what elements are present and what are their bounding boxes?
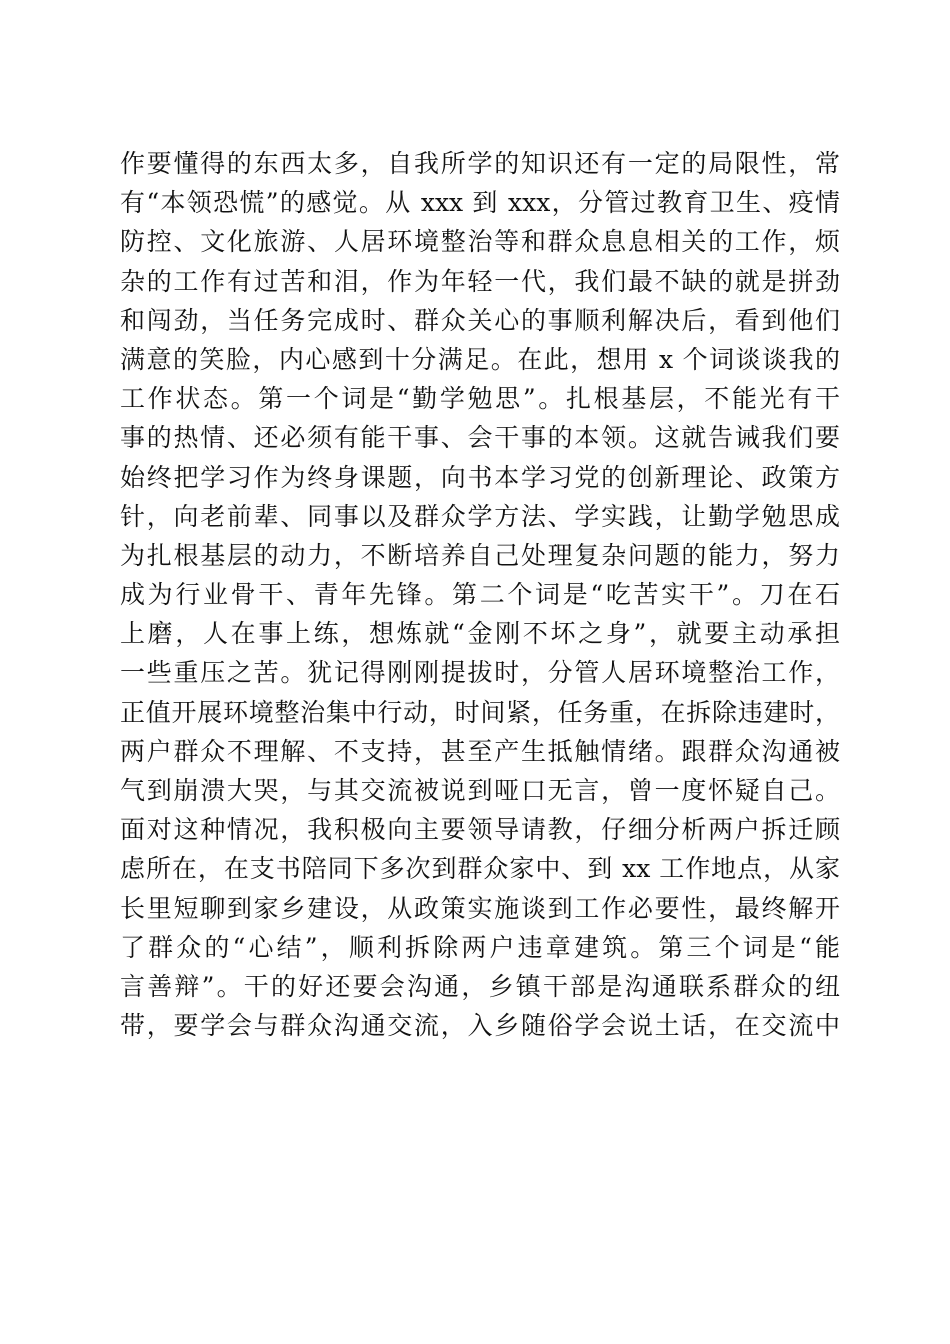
text-line: 有“本领恐慌”的感觉。从 xxx 到 xxx，分管过教育卫生、疫情 [120,188,840,218]
text-line: 两户群众不理解、不支持，甚至产生抵触情绪。跟群众沟通被 [120,736,840,766]
text-line: 虑所在，在支书陪同下多次到群众家中、到 xx 工作地点，从家 [120,854,840,884]
text-line: 了群众的“心结”，顺利拆除两户违章建筑。第三个词是“能 [120,932,840,962]
text-line: 杂的工作有过苦和泪，作为年轻一代，我们最不缺的就是拼劲 [120,266,840,296]
text-line: 面对这种情况，我积极向主要领导请教，仔细分析两户拆迁顾 [120,815,840,845]
text-line: 为扎根基层的动力，不断培养自己处理复杂问题的能力，努力 [120,540,840,570]
text-line: 一些重压之苦。犹记得刚刚提拔时，分管人居环境整治工作， [120,658,840,688]
text-line: 工作状态。第一个词是“勤学勉思”。扎根基层，不能光有干 [120,384,840,414]
text-line: 作要懂得的东西太多，自我所学的知识还有一定的局限性，常 [120,149,840,178]
text-line: 长里短聊到家乡建设，从政策实施谈到工作必要性，最终解开 [120,893,840,923]
text-line: 满意的笑脸，内心感到十分满足。在此，想用 x 个词谈谈我的 [120,344,840,374]
text-line: 成为行业骨干、青年先锋。第二个词是“吃苦实干”。刀在石 [120,580,840,610]
text-line: 言善辩”。干的好还要会沟通，乡镇干部是沟通联系群众的纽 [120,971,840,1001]
text-line: 事的热情、还必须有能干事、会干事的本领。这就告诫我们要 [120,423,840,453]
text-line: 针，向老前辈、同事以及群众学方法、学实践，让勤学勉思成 [120,501,840,531]
text-line: 带，要学会与群众沟通交流，入乡随俗学会说土话，在交流中 [120,1011,840,1041]
text-line: 上磨，人在事上练，想炼就“金刚不坏之身”，就要主动承担 [120,619,840,649]
text-line: 和闯劲，当任务完成时、群众关心的事顺利解决后，看到他们 [120,305,840,335]
text-line: 正值开展环境整治集中行动，时间紧，任务重，在拆除违建时， [120,697,840,727]
body-text [120,144,840,1045]
text-line: 始终把学习作为终身课题，向书本学习党的创新理论、政策方 [120,462,840,492]
text-line: 气到崩溃大哭，与其交流被说到哑口无言，曾一度怀疑自己。 [120,776,840,805]
text-line: 防控、文化旅游、人居环境整治等和群众息息相关的工作，烦 [120,227,840,257]
